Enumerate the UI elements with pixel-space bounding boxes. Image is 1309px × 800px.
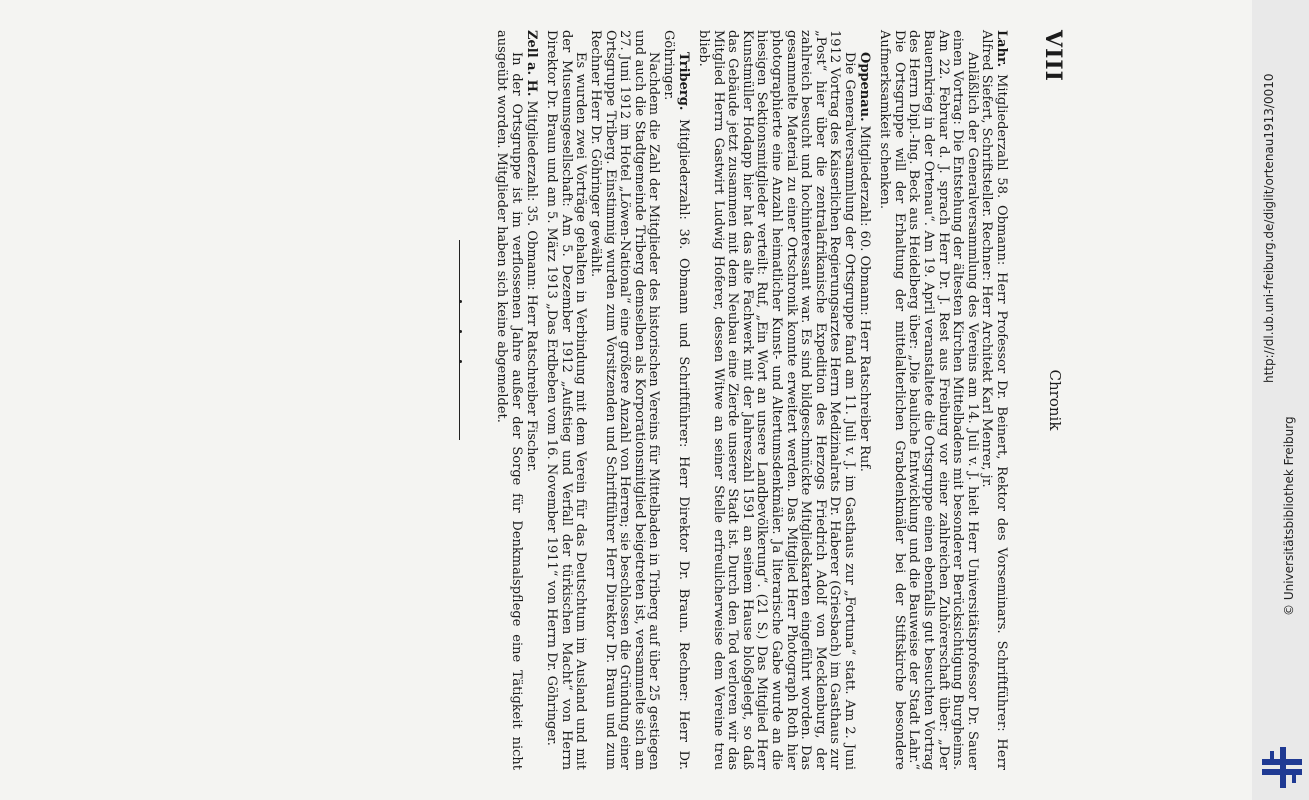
permalink-url[interactable]: http://dl.ub.uni-freiburg.de/diglit/ortenau1913/0010 <box>1262 73 1276 383</box>
page-header <box>1036 30 1070 770</box>
section-oppenau-intro <box>856 30 871 770</box>
page-content <box>70 30 1070 770</box>
closing-ornament <box>434 30 494 770</box>
paragraph-text: Mitgliederzahl: 36. Obmann und Schriftführer: Herr Direktor Dr. Braun. Rechner: Herr Dr. Göhringer. <box>660 30 691 770</box>
section-zell-intro <box>523 30 538 770</box>
library-sidebar <box>1252 0 1309 800</box>
ornament-dot <box>459 330 462 333</box>
section-triberg-body: Nachdem die Zahl der Mitglieder des historischen Vereins für Mittelbaden in Triberg auf über 25 gestiegen und auch die Stadtgemeinde Triberg demselben als Korporationsmitglied beigetreten ist, versammelte sich am 27. Juni 1912 im Hotel „Löwen-National“ eine größere Anzahl von Herren; sie beschlossen die Gründung einer Ortsgruppe Triberg. Einstimmig wurden zum Vorsitzenden und Schriftführer Herr Direktor Dr. Braun und zum Rechner Herr Dr. Göhringer gewählt. <box>587 30 662 770</box>
place-name: Zell a. H. <box>523 30 539 97</box>
copyright-notice: © Universitätsbibliothek Freiburg <box>1282 416 1296 616</box>
section-zell-body: In der Ortsgruppe ist im verflossenen Jahre außer der Sorge für Denkmalspflege eine Tätigkeit nicht ausgeübt worden. Mitglieder haben sich keine abgemeldet. <box>494 30 524 770</box>
page-number: VIII <box>1040 30 1066 82</box>
section-lahr-intro <box>979 30 1008 770</box>
paragraph-text: Mitgliederzahl: 35. Obmann: Herr Ratschreiber Fischer. <box>523 100 539 473</box>
ornament-dot <box>459 360 462 363</box>
ub-freiburg-logo-icon <box>1260 745 1304 790</box>
place-name: Triberg. <box>675 52 691 111</box>
chronicle-text <box>434 30 1008 770</box>
section-lahr-body: Anläßlich der Generalversammlung des Vereins am 14. Juli v. J. hielt Herr Universitätsprofessor Dr. Sauer einen Vortrag: Die Entstehung der ältesten Kirchen Mittelbadens mit besonderer Berücksichtigung Burgheims. Am 22. Februar d. J. sprach Herr Dr. J. Rest aus Freiburg vor einer zahlreichen Zuhörerschaft über: „Der Bauernkrieg in der Ortenau“. Am 19. April veranstaltete die Ortsgruppe einen ebenfalls gut besuchten Vortrag des Herrn Dipl.-Ing. Beck aus Heidelberg über: „Die bauliche Entwicklung und die Bauweise der Stadt Lahr.“ Die Ortsgruppe will der Erhaltung der mittelalterlichen Grabdenkmäler bei der Stiftskirche besondere Aufmerksamkeit schenken. <box>877 30 980 770</box>
ornament-line <box>459 240 460 440</box>
running-title: Chronik <box>1046 369 1064 431</box>
section-triberg-lectures: Es wurden zwei Vorträge gehalten in Verbindung mit dem Verein für das Deutschtum im Ausland und mit der Museumsgesellschaft: Am 5. Dezember 1912 „Aufstieg und Verfall der türkischen Macht“ von Herrn Direktor Dr. Braun und am 5. März 1913 „Das Erdbeben vom 16. November 1911“ von Herrn Dr. Göhringer. <box>544 30 589 770</box>
ornament-dot <box>459 300 462 303</box>
place-name: Oppenau. <box>856 52 872 122</box>
paragraph-text: Mitgliederzahl: 60. Obmann: Herr Ratschreiber Ruf. <box>856 125 872 472</box>
place-name: Lahr. <box>994 30 1009 68</box>
paragraph-text: Mitgliederzahl 58. Obmann: Herr Professor Dr. Beinert, Rektor des Vorseminars. Schriftführer: Herr Alfred Siefert, Schriftsteller. Rechner: Herr Architekt Karl Menrer, jr. <box>979 30 1009 770</box>
section-triberg-intro <box>660 30 689 770</box>
section-oppenau-body: Die Generalversammlung der Ortsgruppe fand am 11. Juli v. J. im Gasthaus zur „Fortuna“ statt. Am 2. Juni 1912 Vortrag des Kaiserlichen Regierungsarztes Herrn Medizinalrats Dr. Haberer (Griesbach) im Gasthaus zur „Post“ hier über die zentralafrikanische Expedition des Herzogs Friedrich Adolf von Mecklenburg, der zahlreich besucht und hochinteressant war. Es sind bildgeschmückte Mitgliedskarten eingeführt worden. Das gesammelte Material zu einer Ortschronik konnte erweitert werden. Das Mitglied Herr Photograph Roth hier photographierte eine Anzahl heimatlicher Kunst- und Altertumsdenkmäler. Ja literarische Gabe wurde an die hiesigen Sektionsmitglieder verteilt: Ruf, „Ein Wort an unsere Landbevölkerung“. (21 S.) Das Mitglied Herr Kunstmüller Hodapp hier hat das alte Fachwerk mit der Jahreszahl 1591 an seinem Hause bloßgelegt, so daß das Gebäude jetzt zusammen mit dem Neubau eine Zierde unserer Stadt ist. Durch den Tod verloren wir das Mitglied Herrn Gastwirt Ludwig Hoferer, dessen Witwe an seiner Stelle erfreulicherweise dem Vereine treu blieb. <box>696 30 858 770</box>
